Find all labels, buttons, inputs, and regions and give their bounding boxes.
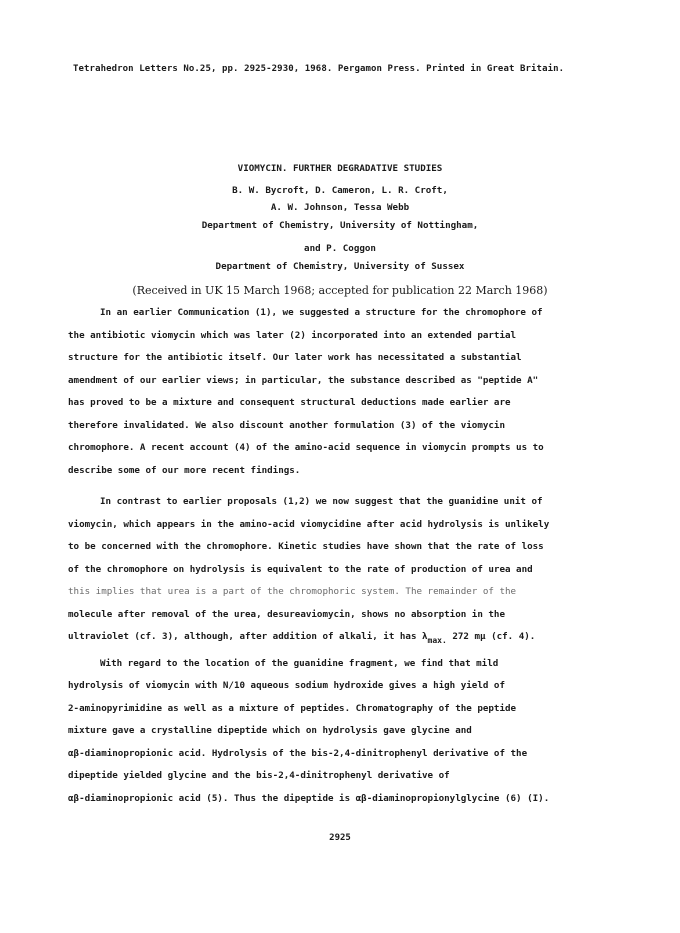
text-line: αβ-diaminopropionic acid (5). Thus the dipeptide is αβ-diaminopropionylglycine (6) (I). bbox=[68, 792, 550, 804]
text-line: therefore invalidated. We also discount another formulation (3) of the viomycin bbox=[68, 419, 505, 431]
article-title: VIOMYCIN. FURTHER DEGRADATIVE STUDIES bbox=[237, 163, 443, 174]
paragraph-2 bbox=[68, 491, 608, 649]
text-line: 2-aminopyrimidine as well as a mixture of peptides. Chromatography of the peptide bbox=[68, 702, 517, 714]
text-line: of the chromophore on hydrolysis is equivalent to the rate of production of urea and bbox=[68, 563, 533, 575]
text-line-lambda-max bbox=[68, 626, 608, 649]
text-line: In an earlier Communication (1), we suggested a structure for the chromophore of bbox=[100, 307, 543, 318]
affiliation-nottingham: Department of Chemistry, University of Nottingham, bbox=[201, 220, 479, 231]
authors-line-2: A. W. Johnson, Tessa Webb bbox=[270, 202, 410, 213]
lambda-value: 272 mμ (cf. 4). bbox=[446, 631, 536, 642]
text-line: the antibiotic viomycin which was later (2) incorporated into an extended partial bbox=[68, 329, 517, 341]
text-line: In contrast to earlier proposals (1,2) we now suggest that the guanidine unit of bbox=[100, 496, 543, 507]
paragraph-3 bbox=[68, 653, 608, 811]
additional-author: and P. Coggon bbox=[304, 243, 376, 254]
text-line: to be concerned with the chromophore. Kinetic studies have shown that the rate of loss bbox=[68, 541, 544, 552]
lambda-subscript: max. bbox=[427, 636, 447, 645]
paragraph-1 bbox=[68, 302, 608, 482]
text-line: chromophore. A recent account (4) of the amino-acid sequence in viomycin prompts us to bbox=[68, 442, 544, 453]
text-line: With regard to the location of the guanidine fragment, we find that mild bbox=[100, 657, 499, 669]
text-line: mixture gave a crystalline dipeptide which on hydrolysis gave glycine and bbox=[68, 725, 472, 736]
text-line: viomycin, which appears in the amino-acid viomycidine after acid hydrolysis is unlikely bbox=[68, 518, 550, 530]
lambda-text: ultraviolet (cf. 3), although, after addition of alkali, it has λ bbox=[68, 631, 428, 642]
text-line: molecule after removal of the urea, desureaviomycin, shows no absorption in the bbox=[68, 608, 505, 620]
text-line: amendment of our earlier views; in particular, the substance described as "peptide A" bbox=[68, 374, 539, 386]
journal-citation: Tetrahedron Letters No.25, pp. 2925-2930, 1968. Pergamon Press. Printed in Great Britain. bbox=[73, 64, 565, 74]
page-number: 2925 bbox=[329, 833, 351, 843]
text-line: describe some of our more recent findings. bbox=[68, 464, 301, 476]
article-body bbox=[68, 302, 608, 810]
text-line: structure for the antibiotic itself. Our later work has necessitated a substantial bbox=[68, 352, 522, 363]
text-line: hydrolysis of viomycin with N/10 aqueous sodium hydroxide gives a high yield of bbox=[68, 680, 505, 691]
text-line: αβ-diaminopropionic acid. Hydrolysis of the bis-2,4-dinitrophenyl derivative of the bbox=[68, 747, 528, 759]
text-line: has proved to be a mixture and consequent structural deductions made earlier are bbox=[68, 397, 511, 408]
received-date: (Received in UK 15 March 1968; accepted for publication 22 March 1968) bbox=[132, 284, 548, 297]
affiliation-sussex: Department of Chemistry, University of Sussex bbox=[215, 261, 465, 272]
authors-line-1: B. W. Bycroft, D. Cameron, L. R. Croft, bbox=[232, 185, 448, 196]
text-line: dipeptide yielded glycine and the bis-2,4-dinitrophenyl derivative of bbox=[68, 770, 450, 781]
text-line: this implies that urea is a part of the chromophoric system. The remainder of the bbox=[68, 586, 517, 597]
